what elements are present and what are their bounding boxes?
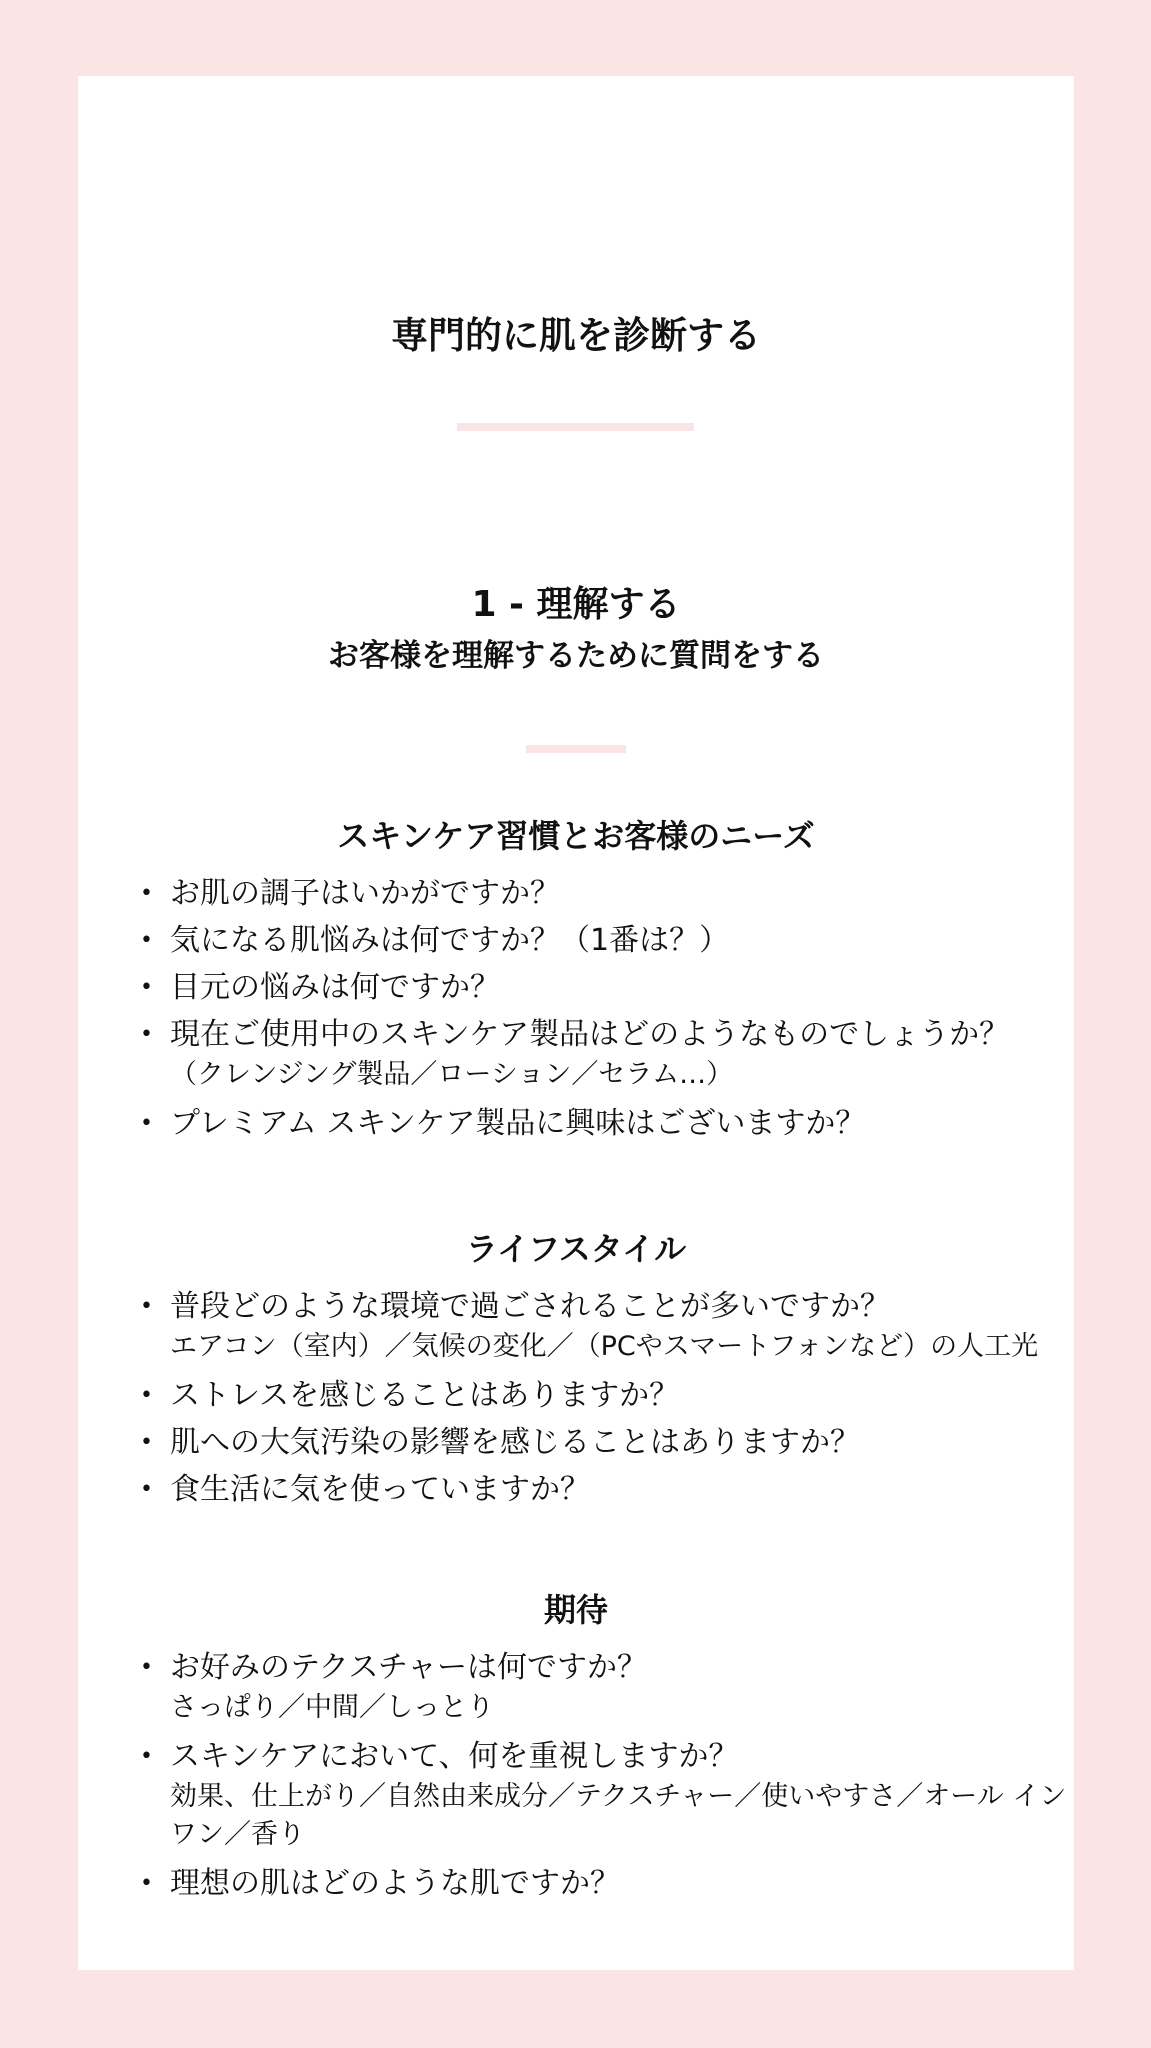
bullet: • <box>140 1021 153 1047</box>
list-item <box>140 1466 1074 1513</box>
question-text: 目元の悩みは何ですか？ <box>170 969 500 1005</box>
bullet: • <box>140 880 153 906</box>
list-item <box>140 1419 1074 1466</box>
question-list <box>78 1283 1074 1513</box>
bullet: • <box>140 1110 153 1136</box>
step-title: 1 - 理解する <box>471 584 681 625</box>
question-text: 現在ご使用中のスキンケア製品はどのようなものでしょうか？ <box>170 1016 1010 1052</box>
question-list <box>78 870 1074 1147</box>
list-item <box>140 917 1074 964</box>
question-list <box>78 1644 1074 1907</box>
list-item <box>140 1283 1074 1366</box>
bullet: • <box>140 1476 153 1502</box>
bullet: • <box>140 1293 153 1319</box>
step-subtitle: お客様を理解するために質問をする <box>328 638 824 674</box>
question-text: 肌への大気汚染の影響を感じることはありますか？ <box>170 1424 860 1460</box>
question-text: 普段どのような環境で過ごされることが多いですか？ <box>170 1288 890 1324</box>
page-title: 専門的に肌を診断する <box>391 314 761 357</box>
question-text: お好みのテクスチャーは何ですか？ <box>170 1649 647 1685</box>
question-text: 食生活に気を使っていますか？ <box>170 1471 590 1507</box>
title-divider <box>457 423 694 431</box>
question-detail: さっぱり／中間／しっとり <box>170 1691 494 1723</box>
section-heading: スキンケア習慣とお客様のニーズ <box>337 817 815 855</box>
bullet: • <box>140 1654 153 1680</box>
question-text: お肌の調子はいかがですか？ <box>170 875 560 911</box>
bullet: • <box>140 1429 153 1455</box>
list-item <box>140 1733 1074 1854</box>
section-lifestyle <box>78 1229 1074 1513</box>
question-text: プレミアム スキンケア製品に興味はございますか？ <box>170 1105 866 1141</box>
list-item <box>140 1860 1074 1907</box>
step-divider <box>526 745 626 753</box>
list-item <box>140 870 1074 917</box>
bullet: • <box>140 927 153 953</box>
list-item <box>140 1372 1074 1419</box>
list-item <box>140 1011 1074 1094</box>
list-item <box>140 1644 1074 1727</box>
question-text: 気になる肌悩みは何ですか？（1番は？） <box>170 922 730 958</box>
bullet: • <box>140 1382 153 1408</box>
bullet: • <box>140 1870 153 1896</box>
list-item <box>140 964 1074 1011</box>
content-card <box>78 76 1074 1970</box>
section-heading: ライフスタイル <box>465 1230 687 1268</box>
question-text: ストレスを感じることはありますか？ <box>170 1377 680 1413</box>
bullet: • <box>140 974 153 1000</box>
section-expectations <box>78 1590 1074 1907</box>
question-text: 理想の肌はどのような肌ですか？ <box>170 1865 620 1901</box>
question-detail: エアコン（室内）／気候の変化／（PCやスマートフォンなど）の人工光 <box>170 1330 1039 1362</box>
list-item <box>140 1100 1074 1147</box>
section-heading: 期待 <box>543 1591 608 1629</box>
question-text: スキンケアにおいて、何を重視しますか？ <box>170 1738 739 1774</box>
question-detail: 効果、仕上がり／自然由来成分／テクスチャー／使いやすさ／オール イン ワン／香り <box>170 1780 1067 1850</box>
section-skincare-needs <box>78 816 1074 1147</box>
question-detail: （クレンジング製品／ローション／セラム…） <box>170 1058 734 1090</box>
bullet: • <box>140 1743 153 1769</box>
